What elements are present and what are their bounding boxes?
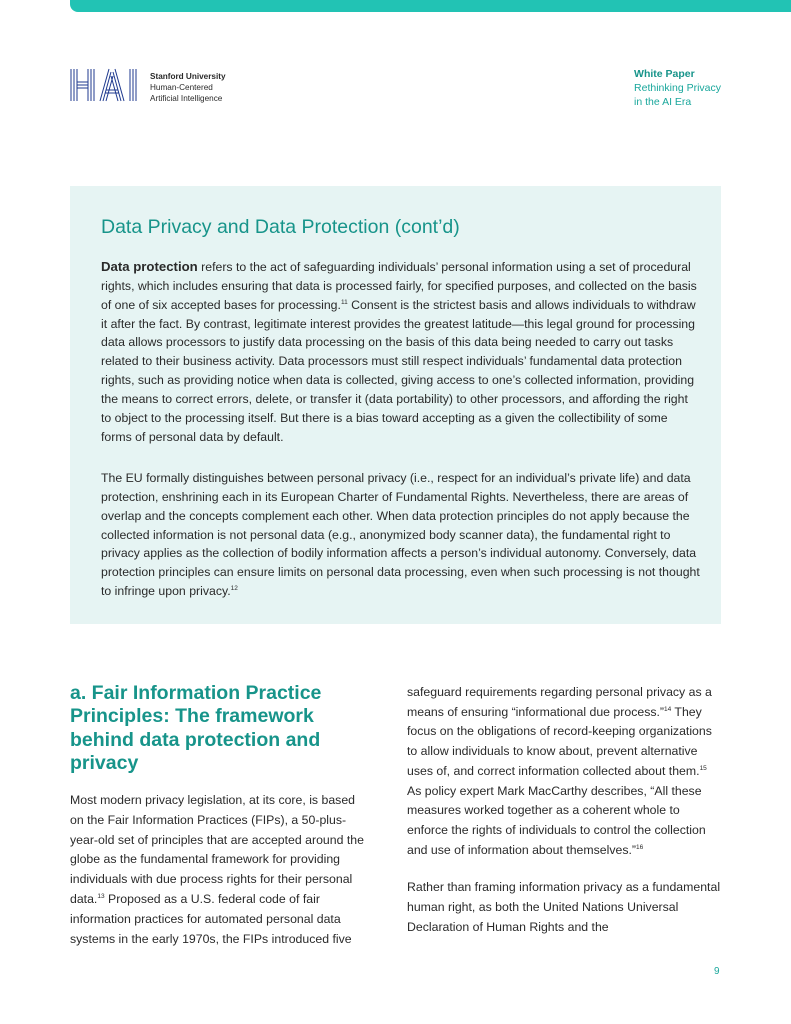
callout-p1-text-a: refers to the act of safeguarding individuals’ personal information using a set of procedural rights, which includes ensuring that data is processed fairly, for specified purposes, and collected on the basis of one of six accepted bases for processing. — [101, 260, 697, 312]
right-column — [407, 683, 721, 937]
doc-type: White Paper — [634, 68, 695, 80]
footnote-ref: 11 — [340, 298, 348, 306]
org-name-line3: Artificial Intelligence — [150, 94, 223, 103]
org-name — [150, 71, 226, 104]
left-column-text — [70, 791, 370, 949]
right-paragraph-2: Rather than framing information privacy as a fundamental human right, as both the United Nations Universal Declaration of Human Rights and the — [407, 880, 721, 934]
org-name-line2: Human-Centered — [150, 83, 213, 92]
footnote-ref: 13 — [97, 892, 105, 900]
hai-logo — [70, 68, 226, 104]
doc-title-line2: in the AI Era — [634, 96, 692, 108]
callout-box — [70, 186, 721, 624]
paper-info — [634, 67, 721, 109]
right-p1-text-a: safeguard requirements regarding personal privacy as a means of ensuring “informational due process.” — [407, 685, 712, 719]
footnote-ref: 16 — [636, 843, 644, 851]
callout-p2-text: The EU formally distinguishes between personal privacy (i.e., respect for an individual’s private life) and data protection, enshrining each in its European Charter of Fundamental Rights. Nevertheless, there are areas of overlap and the concepts complement each other. When data protection principles do not apply because the collected information is not personal data (e.g., anonymized body scanner data), the fundamental right to privacy applies as the collection of bodily information affects a person’s individual autonomy. Conversely, data protection principles can ensure limits on personal data processing, even when such processing is not thought to infringe upon privacy. — [101, 471, 700, 599]
doc-title-line1: Rethinking Privacy — [634, 82, 721, 94]
callout-paragraph-2 — [101, 469, 701, 601]
page-number: 9 — [714, 966, 720, 977]
right-p1-text-b: They focus on the obligations of record-keeping organizations to allow individuals to know about, prevent alternative uses of, and correct information collected about them. — [407, 704, 712, 778]
footnote-ref: 15 — [699, 764, 707, 772]
callout-title: Data Privacy and Data Protection (cont’d) — [101, 216, 460, 238]
callout-paragraph-1 — [101, 258, 701, 446]
top-accent-bar — [70, 0, 791, 12]
section-heading: a. Fair Information Practice Principles: The framework behind data protection and privacy — [70, 682, 322, 774]
left-text-b: Proposed as a U.S. federal code of fair information practices for automated personal data systems in the early 1970s, the FIPs introduced five — [70, 891, 352, 946]
footnote-ref: 12 — [230, 585, 238, 593]
right-paragraph-1 — [407, 683, 721, 860]
callout-lead-term: Data protection — [101, 259, 198, 274]
hai-logo-mark — [70, 68, 142, 102]
right-p1-text-c: As policy expert Mark MacCarthy describes, “All these measures worked together as a coherent whole to enforce the rights of individuals to control the collection and use of information about themselves.” — [407, 783, 706, 857]
org-name-line1: Stanford University — [150, 72, 226, 81]
callout-p1-text-b: Consent is the strictest basis and allows individuals to withdraw it after the fact. By contrast, legitimate interest provides the greatest latitude—this legal ground for processing data allows processors to justify data processing on the basis of this data being needed to carry out tasks related to their business activity. Data processors must still respect individuals’ fundamental data protection rights, such as providing notice when data is collected, giving access to one’s collected information, providing the means to correct errors, delete, or transfer it (data portability) to other processors, and affording the right to object to the processing itself. But there is a bias toward accepting as a given the collectibility of some forms of personal data by default. — [101, 297, 696, 444]
footnote-ref: 14 — [664, 705, 672, 713]
left-text-a: Most modern privacy legislation, at its core, is based on the Fair Information Practices (FIPs), a 50-plus-year-old set of principles that are accepted around the globe as the fundamental framework for providing individuals with due process rights for their personal data. — [70, 793, 364, 906]
